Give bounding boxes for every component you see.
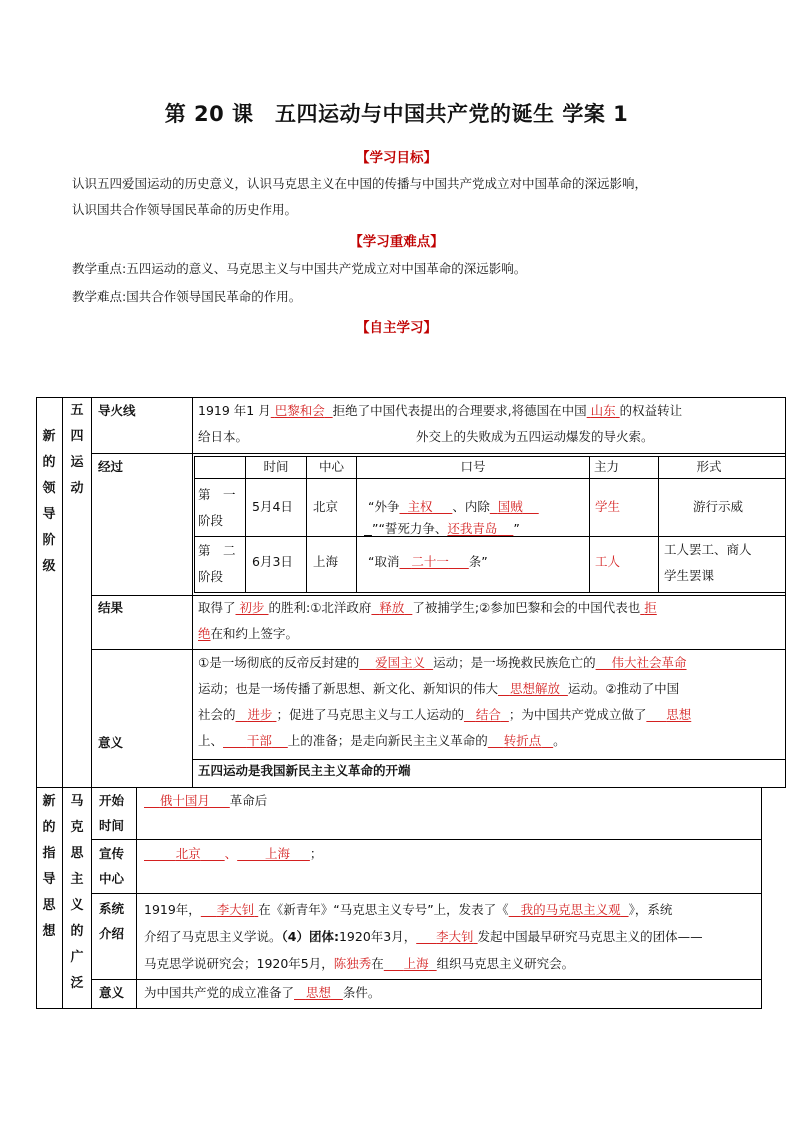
stage-1-center: 北京: [313, 499, 339, 514]
header-time: 时间: [263, 459, 289, 474]
goals-line-1: 认识五四爱国运动的历史意义，认识马克思主义在中国的传播与中国共产党成立对中国革命的深远影响，: [72, 176, 648, 191]
center-label-1: 宣传: [99, 846, 125, 861]
process-label: 经过: [98, 459, 124, 474]
header-form: 形式: [696, 459, 722, 474]
meaning-line-4: 上、 干部 上的准备；是走向新民主主义革命的 转折点 。: [198, 733, 566, 748]
start-label-1: 开始: [99, 793, 125, 808]
meaning-line-2: 运动；也是一场传播了新思想、新文化、新知识的伟大 思想解放 运动。②推动了中国: [198, 681, 680, 696]
meaning-summary: 五四运动是我国新民主主义革命的开端: [198, 763, 411, 778]
system-line-1: 1919年， 李大钊 在《新青年》“马克思主义专号”上，发表了《 我的马克思主义观 》，系统: [144, 902, 673, 917]
stage-1-time: 5月4日: [252, 499, 293, 514]
significance-value: 为中国共产党的成立准备了 思想 条件。: [144, 985, 381, 1000]
start-label-2: 时间: [99, 818, 125, 833]
stage-1-slogan-1: “外争 主权 、内除 国贼: [368, 499, 523, 514]
outer-label-guiding-thought: 新 的 指 导 思 想: [42, 794, 56, 939]
system-label-2: 介绍: [99, 926, 125, 941]
result-label: 结果: [98, 600, 124, 615]
goals-heading: 【学习目标】: [356, 150, 437, 166]
stage-2-slogan: “取消 二十一 条”: [368, 554, 488, 569]
system-line-3: 马克思学说研究会；1920年5月，陈独秀在 上海 组织马克思主义研究会。: [144, 956, 575, 971]
start-value: 俄十国月 革命后: [159, 793, 268, 808]
fuse-line-1: 1919 年1 月 巴黎和会 拒绝了中国代表提出的合理要求,将德国在中国 山东 的权益转让: [198, 403, 683, 418]
center-label-2: 中心: [99, 871, 125, 886]
stage-1-force: 学生: [595, 499, 621, 514]
center-value: 北京 、 上海 ；: [175, 846, 323, 861]
fuse-label: 导火线: [98, 403, 136, 418]
stage-2: 第 二阶段: [198, 543, 236, 584]
stage-2-form-2: 学生罢课: [664, 568, 715, 583]
goals-line-2: 认识国共合作领导国民革命的历史作用。: [72, 202, 298, 217]
stage-1-slogan-2: ”“誓死力争、还我青岛 ”: [371, 521, 520, 536]
fuse-line-2a: 给日本。: [198, 429, 249, 444]
header-force: 主力: [594, 459, 620, 474]
inner-label-marxism: 马 克 思 主 义 的 广 泛: [70, 794, 84, 991]
meaning-line-1: ①是一场彻底的反帝反封建的 爱国主义 运动；是一场挽救民族危亡的 伟大社会革命: [198, 655, 687, 670]
stage-1-form: 游行示威: [693, 499, 744, 514]
inner-label-may-fourth: 五 四 运 动: [70, 403, 84, 496]
page-title: 第 20 课 五四运动与中国共产党的诞生 学案 1: [164, 102, 629, 126]
stage-2-time: 6月3日: [252, 554, 293, 569]
fuse-line-2b: 外交上的失败成为五四运动爆发的导火索。: [416, 429, 654, 444]
system-line-2: 介绍了马克思主义学说。（4）团体:1920年3月， 李大钊 发起中国最早研究马克思主义的团体——: [144, 929, 703, 944]
result-line-1: 取得了 初步 的胜利:①北洋政府 释放 了被捕学生;②参加巴黎和会的中国代表也 拒: [198, 600, 657, 615]
self-study-heading: 【自主学习】: [356, 320, 437, 336]
header-center: 中心: [318, 459, 344, 474]
outer-label-leading-class: 新 的 领 导 阶 级: [42, 429, 56, 574]
keypoints-heading: 【学习重难点】: [349, 234, 444, 250]
key-point: 教学重点:五四运动的意义、马克思主义与中国共产党成立对中国革命的深远影响。: [72, 261, 527, 276]
stage-2-form-1: 工人罢工、商人: [664, 542, 752, 557]
difficult-point: 教学难点:国共合作领导国民革命的作用。: [72, 289, 302, 304]
meaning-line-3: 社会的 进步 ；促进了马克思主义与工人运动的 结合 ；为中国共产党成立做了 思想: [198, 707, 692, 722]
stage-2-center: 上海: [313, 554, 339, 569]
result-line-2: 绝在和约上签字。: [198, 626, 299, 641]
stage-1: 第 一阶段: [198, 487, 236, 528]
header-slogan: 口号: [460, 459, 486, 474]
significance-label: 意义: [99, 985, 125, 1000]
stage-2-force: 工人: [595, 554, 621, 569]
meaning-label: 意义: [98, 735, 124, 750]
system-label-1: 系统: [99, 901, 125, 916]
